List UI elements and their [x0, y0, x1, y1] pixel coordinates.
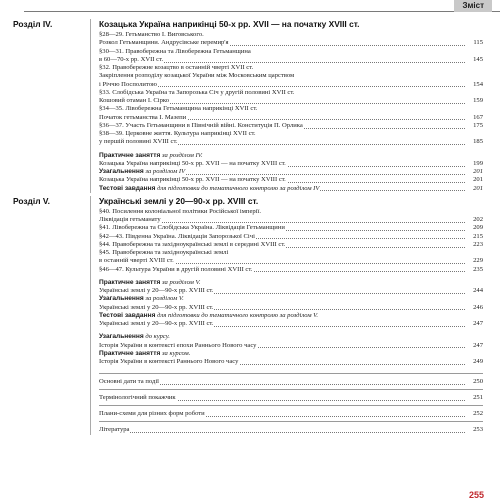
toc-page-number: 145: [465, 56, 483, 64]
toc-entry[interactable]: [99, 138, 483, 146]
toc-entry[interactable]: [99, 152, 483, 160]
toc-entry-text: Термінологічний покажчик: [99, 394, 176, 402]
toc-entry[interactable]: [99, 56, 483, 64]
toc-entry[interactable]: [99, 48, 483, 56]
toc-page-number: 201: [465, 168, 483, 176]
toc-entry-text: §33. Слобідська Україна та Запорозька Січ у другій половині XVII ст.: [99, 88, 295, 96]
section-v: [13, 196, 483, 436]
toc-entry[interactable]: [99, 89, 483, 97]
toc-entry-text: Тестові завдання для підготовки до тематичного контролю за розділом V.: [99, 311, 319, 319]
toc-entry[interactable]: [99, 350, 483, 358]
toc-entry-text: §32. Правобережне козацтво в останній чверті XVII ст.: [99, 64, 254, 71]
toc-entry[interactable]: [99, 279, 483, 287]
toc-page-number: 246: [465, 304, 483, 312]
toc-entry[interactable]: [99, 342, 483, 350]
toc-page-number: 247: [465, 320, 483, 328]
toc-entry-text: Основні дати та події: [99, 378, 159, 386]
toc-entry[interactable]: [99, 424, 483, 435]
section-title: Українські землі у 20—90-х рр. XVIII ст.: [99, 195, 259, 206]
toc-page-number: 185: [465, 138, 483, 146]
toc-entry[interactable]: [99, 408, 483, 419]
section-iv: [13, 19, 483, 193]
toc-entry-text: §41. Лівобережна та Слобідська Україна. Ліквідація Гетьманщини: [99, 224, 285, 232]
page-number: 255: [468, 490, 484, 500]
toc-entry-text: Тестові завдання для підготовки до тематичного контролю за розділом IV: [99, 184, 320, 192]
toc-entry[interactable]: [99, 233, 483, 241]
toc-entry[interactable]: [99, 122, 483, 130]
toc-entry-text: §44. Правобережна та західноукраїнські землі в середині XVIII ст.: [99, 240, 286, 248]
toc-entry-text: Початок гетьманства І. Мазепи: [99, 113, 187, 121]
toc-entry[interactable]: [99, 287, 483, 295]
toc-page-number: 167: [465, 114, 483, 122]
toc-page-number: 229: [465, 257, 483, 265]
toc-entry[interactable]: [99, 312, 483, 320]
toc-entry[interactable]: [99, 72, 483, 80]
toc-entry-text: Козацька Україна наприкінці 50-х рр. XVII — на початку XVIII ст.: [99, 159, 286, 167]
toc-entry-text: §38—39. Церковне життя. Культура наприкінці XVII ст.: [99, 130, 256, 137]
toc-entry-text: §45. Правобережна та західноукраїнські землі: [99, 249, 229, 256]
toc-page-number: 250: [465, 376, 483, 387]
toc-entry-text: Кошовий отаман І. Сірко: [99, 97, 170, 104]
toc-entry-text: Практичне заняття за розділом IV.: [99, 151, 203, 159]
toc-page-number: 249: [465, 358, 483, 366]
running-header: [0, 0, 500, 14]
toc-entry-text: Українські землі у 20—90-х рр. XVIII ст.: [99, 287, 214, 294]
toc-entry-text: Узагальнення за розділом IV: [99, 168, 186, 175]
toc-entry[interactable]: [99, 224, 483, 232]
header-title: Зміст: [454, 0, 492, 12]
table-of-contents: [13, 19, 483, 435]
toc-page-number: 154: [465, 81, 483, 89]
toc-entry[interactable]: [99, 266, 483, 274]
spacer: [99, 366, 483, 371]
toc-entry-text: §42—43. Південна Україна. Ліквідація Запорозької Січі: [99, 232, 255, 240]
divider: [99, 373, 483, 374]
toc-entry[interactable]: [99, 160, 483, 168]
toc-entry[interactable]: [99, 376, 483, 387]
toc-entry-text: §46—47. Культура України в другій половині XVIII ст.: [99, 265, 253, 273]
toc-entry[interactable]: [99, 304, 483, 312]
toc-entry-text: Козацька Україна наприкінці 50-х рр. XVII — на початку XVIII ст.: [99, 176, 286, 184]
toc-entry[interactable]: [99, 208, 483, 216]
toc-entry-text: Українські землі у 20—90-х рр. XVIII ст.: [99, 303, 214, 311]
toc-entry-text: §40. Посилення колоніальної політики Російської імперії.: [99, 207, 261, 215]
toc-entry[interactable]: [99, 64, 483, 72]
toc-entries: [99, 208, 483, 436]
toc-entry-text: Узагальнення за розділом V.: [99, 295, 184, 303]
toc-entry[interactable]: [99, 216, 483, 224]
toc-page-number: 244: [465, 287, 483, 295]
toc-entry-text: і Річчю Посполитою: [99, 80, 157, 88]
toc-page-number: 199: [465, 160, 483, 168]
section-label: Розділ IV.: [13, 19, 53, 29]
toc-entry[interactable]: [99, 130, 483, 138]
toc-entry-text: Плани-схеми для різних форм роботи: [99, 410, 205, 418]
divider: [99, 405, 483, 406]
toc-page-number: 247: [465, 342, 483, 350]
toc-entry[interactable]: [99, 114, 483, 122]
toc-entry-text: Українські землі у 20—90-х рр. XVIII ст.: [99, 320, 214, 327]
toc-entry-text: §28—29. Гетьманство І. Виговського.: [99, 31, 204, 38]
section-body: [90, 196, 483, 436]
toc-entry[interactable]: [99, 185, 483, 193]
toc-page-number: 252: [465, 408, 483, 419]
divider: [99, 421, 483, 422]
toc-entry[interactable]: [99, 358, 483, 366]
toc-entry[interactable]: [99, 249, 483, 257]
toc-entry[interactable]: [99, 31, 483, 39]
toc-entry-text: §34—35. Лівобережна Гетьманщина наприкінці XVII ст.: [99, 105, 258, 113]
toc-entry-text: Історія України в контексті Раннього Нового часу: [99, 358, 239, 365]
toc-entry-text: §30—31. Правобережна та Лівобережна Гетьманщина: [99, 47, 251, 55]
toc-page-number: 251: [465, 392, 483, 403]
toc-page-number: 175: [465, 122, 483, 130]
toc-page-number: 202: [465, 216, 483, 224]
toc-entry-text: Закріплення розподілу козацької України між Московським царством: [99, 72, 295, 80]
toc-entry[interactable]: [99, 295, 483, 303]
toc-page-number: 215: [465, 233, 483, 241]
divider: [99, 389, 483, 390]
toc-entry[interactable]: [99, 168, 483, 176]
toc-entry-text: §36—37. Участь Гетьманщини в Північній війні. Конституція П. Орлика: [99, 121, 303, 129]
toc-page-number: 201: [465, 185, 483, 193]
toc-entry-text: у першій половині XVIII ст.: [99, 138, 178, 146]
toc-entries: [99, 31, 483, 193]
toc-page-number: 159: [465, 97, 483, 105]
toc-entry[interactable]: [99, 105, 483, 113]
toc-entry-text: Історія України в контексті епохи Раннього Нового часу: [99, 341, 257, 349]
toc-entry[interactable]: [99, 176, 483, 184]
toc-entry-text: Ліквідація гетьманату: [99, 216, 161, 223]
toc-page-number: 209: [465, 224, 483, 232]
toc-entry[interactable]: [99, 81, 483, 89]
section-label: Розділ V.: [13, 195, 50, 206]
toc-page-number: 235: [465, 266, 483, 274]
toc-page-number: 201: [465, 176, 483, 184]
toc-entry[interactable]: [99, 257, 483, 265]
toc-entry-text: Практичне заняття за курсом.: [99, 349, 191, 357]
toc-entry[interactable]: [99, 392, 483, 403]
toc-entry[interactable]: [99, 320, 483, 328]
toc-entry[interactable]: [99, 333, 483, 341]
toc-entry-text: Розкол Гетьманщини. Андрусівське перемир'я: [99, 39, 229, 47]
toc-entry-text: Література: [99, 426, 130, 434]
toc-entry[interactable]: [99, 39, 483, 47]
toc-page-number: 115: [465, 39, 483, 47]
toc-entry-text: в 60—70-х рр. XVII ст.: [99, 55, 164, 63]
toc-page-number: 223: [465, 241, 483, 249]
toc-entry[interactable]: [99, 241, 483, 249]
section-title: Козацька Україна наприкінці 50-х рр. XVII — на початку XVIII ст.: [99, 19, 360, 29]
toc-entry-text: Узагальнення до курсу.: [99, 333, 170, 341]
section-body: [90, 19, 483, 193]
toc-entry-text: Практичне заняття за розділом V.: [99, 278, 201, 286]
header-rule: [24, 11, 500, 12]
toc-entry-text: в останній чверті XVIII ст.: [99, 257, 174, 265]
toc-entry[interactable]: [99, 97, 483, 105]
toc-page-number: 253: [465, 424, 483, 435]
dot-leader: [99, 432, 465, 433]
